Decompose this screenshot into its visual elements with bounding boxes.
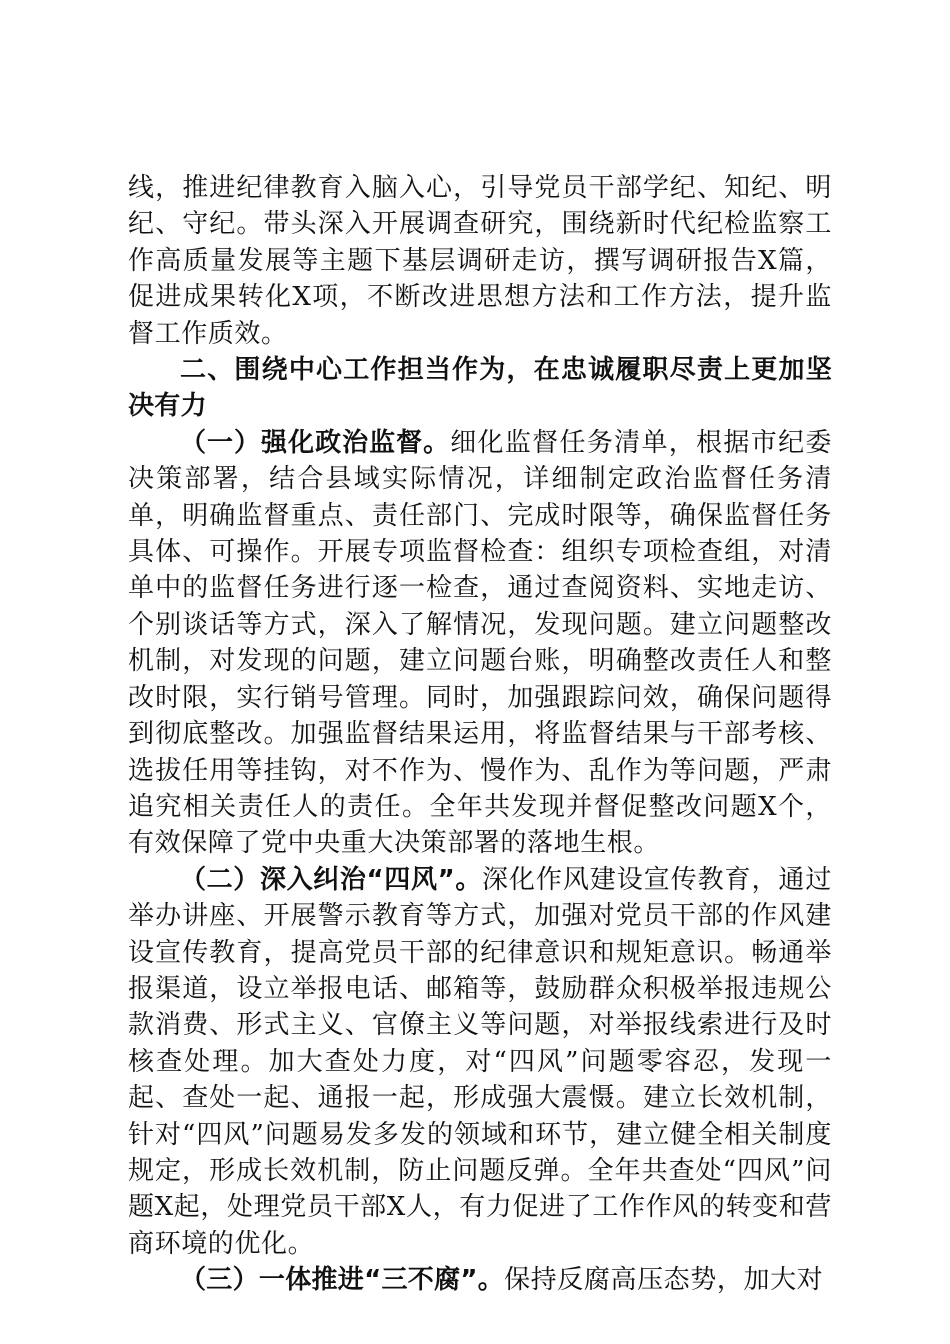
paragraph-text: 线，推进纪律教育入脑入心，引导党员干部学纪、知纪、明纪、守纪。带头深入开展调查研究，围绕新时代纪检监察工作高质量发展等主题下基层调研走访，撰写调研报告X篇，促进成果转化X项，不断改进思想方法和工作方法，提升监督工作质效。 xyxy=(128,173,832,349)
section-heading xyxy=(128,352,832,425)
document-body xyxy=(128,170,832,1299)
paragraph-text: 保持反腐高压态势，加大对 xyxy=(504,1265,824,1296)
paragraph-lead: （二）深入纠治“四风”。 xyxy=(180,864,482,895)
paragraph-text: 细化监督任务清单，根据市纪委决策部署，结合县域实际情况，详细制定政治监督任务清单，明确监督重点、责任部门、完成时限等，确保监督任务具体、可操作。开展专项监督检查：组织专项检查组，对清单中的监督任务进行逐一检查，通过查阅资料、实地走访、个别谈话等方式，深入了解情况，发现问题。建立问题整改机制，对发现的问题，建立问题台账，明确整改责任人和整改时限，实行销号管理。同时，加强跟踪问效，确保问题得到彻底整改。加强监督结果运用，将监督结果与干部考核、选拔任用等挂钩，对不作为、慢作为、乱作为等问题，严肃追究相关责任人的责任。全年共发现并督促整改问题X个，有效保障了党中央重大决策部署的落地生根。 xyxy=(128,427,832,859)
paragraph-lead: （三）一体推进“三不腐”。 xyxy=(180,1265,505,1296)
paragraph-text: 深化作风建设宣传教育，通过举办讲座、开展警示教育等方式，加强对党员干部的作风建设宣传教育，提高党员干部的纪律意识和规矩意识。畅通举报渠道，设立举报电话、邮箱等，鼓励群众积极举报违规公款消费、形式主义、官僚主义等问题，对举报线索进行及时核查处理。加大查处力度，对“四风”问题零容忍，发现一起、查处一起、通报一起，形成强大震慑。建立长效机制，针对“四风”问题易发多发的领域和环节，建立健全相关制度规定，形成长效机制，防止问题反弹。全年共查处“四风”问题X起，处理党员干部X人，有力促进了工作作风的转变和营商环境的优化。 xyxy=(128,864,832,1259)
paragraph-political-supervision xyxy=(128,425,832,862)
paragraph-four-styles xyxy=(128,862,832,1262)
paragraph-lead: （一）强化政治监督。 xyxy=(180,427,451,458)
paragraph-three-no-corruption xyxy=(128,1262,832,1298)
section-heading-text: 二、围绕中心工作担当作为，在忠诚履职尽责上更加坚决有力 xyxy=(128,355,832,422)
paragraph-continuation xyxy=(128,170,832,352)
